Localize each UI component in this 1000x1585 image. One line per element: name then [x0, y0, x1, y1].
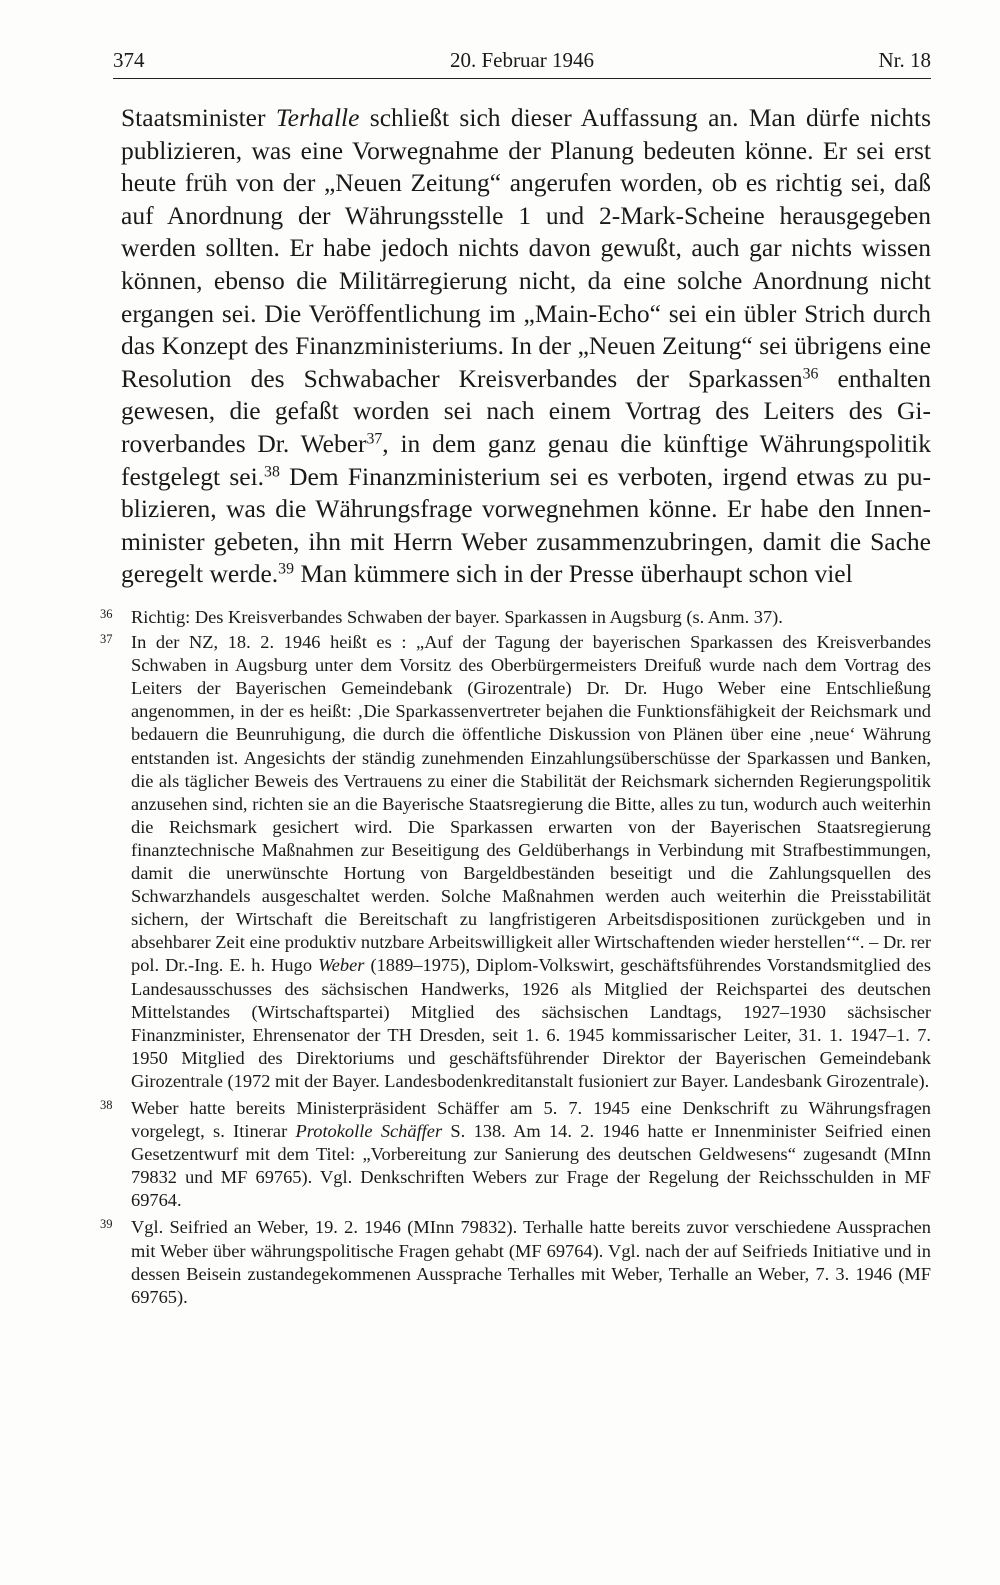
text-run: S. 138. Am 14. 2. 1946 hatte er Innenminister Seifried einen Gesetzentwurf mit dem Titel: „Vorbereitung zur Sanierung des deutschen Geldwesens“ zugesandt (MInn 79832 und MF 69765). Vgl. Denkschriften Webers zur Frage der Regelung der Reichsschulden in MF 69764.	[131, 1121, 931, 1211]
footnote-39	[100, 1216, 931, 1308]
footnote-38	[100, 1097, 931, 1212]
text-run: , in dem ganz genau die künftige Währungspolitik festgelegt sei.	[121, 428, 931, 491]
header-date: 20. Februar 1946	[449, 48, 595, 72]
paragraph	[121, 102, 931, 591]
footnote-36	[100, 606, 931, 629]
footnote-number: 36	[100, 607, 113, 621]
footnote-number: 39	[100, 1217, 113, 1232]
text-run: (1889–1975), Diplom-Volkswirt, geschäftsführendes Vorstandsmitglied des Landesausschusses des sächsischen Handwerks, 1926 als Mitglied der Reichspartei des deutschen Mittelstandes (Wirtschaftspartei) Mitglied des sächsischen Landtags, 1927–1930 sächsischer Finanzminister, Ehrensenator der TH Dresden, seit 1. 6. 1945 kommissarischer Leiter, 31. 1. 1947–1. 7. 1950 Mitglied des Direktoriums und geschäftsführender Direktor der Bayerischen Gemeindebank Girozentrale (1972 mit der Bayer. Landesbodenkreditanstalt fusioniert zur Bayer. Landesbank Girozentrale).	[131, 955, 931, 1091]
footnote-ref-36[interactable]: 36	[802, 365, 819, 383]
text-run: enthalten gewesen, die gefaßt worden sei nach einem Vortrag des Leiters des Giroverbandes Dr. Weber	[121, 363, 931, 458]
footnote-text: Vgl. Seifried an Weber, 19. 2. 1946 (MInn 79832). Terhalle hatte bereits zuvor verschiedene Aussprachen mit Weber über währungspolitische Fragen gehabt (MF 69764). Vgl. nach der auf Seifrieds Initiative und in dessen Beisein zustandegekommenen Aussprache Terhalles mit Weber, Terhalle an Weber, 7. 3. 1946 (MF 69765).	[131, 1217, 931, 1307]
text-run: In der NZ, 18. 2. 1946 heißt es : „Auf der Tagung der bayerischen Sparkassen des Kreisverbandes Schwaben in Augsburg unter dem Vorsitz des Oberbürgermeisters Dreifuß wurde nach dem Vortrag des Leiters der Bayerischen Gemeindebank (Girozentrale) Dr. Dr. Hugo Weber eine Entschließung angenommen, in der es heißt: ‚Die Sparkassenvertreter bejahen die Funktionsfähigkeit der Reichsmark und bedauern die Beunruhigung, die durch die öffentliche Diskussion von Plänen über eine ‚neue‘ Währung entstanden ist. Angesichts der ständig zunehmenden Einzahlungsüberschüsse der Sparkassen und Banken, die als täglicher Beweis des Vertrauens zu einer die Stabilität der Reichsmark sichernden Regierungspolitik anzusehen sind, richten sie an die Bayerische Staatsregierung die Bitte, alles zu tun, wodurch auch weiterhin die Reichsmark gesichert wird. Die Sparkassen erwarten von der Bayerischen Staatsregierung finanztechnische Maßnahmen zur Beseitigung des Geldüberhangs in Verbindung mit Strafbestimmungen, damit die unerwünschte Hortung von Bargeldbeständen beseitigt und die Zahlungsquellen des Schwarzhandels ausgeschaltet werden. Solche Maßnahmen werden auch weiterhin die Preisstabilität sichern, der Wirtschaft die Bereitschaft zu langfristigeren Arbeitsdispositionen zurückgeben und in absehbarer Zeit eine produktiv nutzbare Arbeitswilligkeit aller Wirtschaftenden wieder herstellen‘“. – Dr. rer pol. Dr.-Ing. E. h. Hugo	[131, 632, 931, 976]
footnote-ref-38[interactable]: 38	[264, 462, 280, 480]
footnote-text	[131, 1097, 931, 1212]
issue-number: Nr. 18	[878, 48, 931, 72]
footnote-ref-39[interactable]: 39	[278, 560, 294, 578]
running-header	[113, 44, 931, 78]
footnote-number: 38	[100, 1097, 113, 1112]
footnote-text	[131, 631, 931, 1093]
main-text	[121, 102, 931, 591]
footnote-number: 37	[100, 632, 113, 647]
text-run: Dem Finanzministerium sei es verboten, irgend etwas zu publizieren, was die Währungsfrage vorwegnehmen könne. Er habe den Innenminister gebeten, ihn mit Herrn Weber zusammenzubringen, damit die Sache geregelt werde.	[121, 461, 931, 589]
text-run: schließt sich dieser Auffassung an. Man dürfe nichts publizieren, was eine Vorwegnahme der Planung bedeuten könne. Er sei erst heute früh von der „Neuen Zeitung“ angerufen worden, ob es richtig sei, daß auf Anordnung der Währungsstelle 1 und 2-Mark-Scheine herausgegeben werden sollten. Er habe jedoch nichts davon gewußt, auch gar nichts wissen können, ebenso die Militärregierung nicht, da eine solche Anordnung nicht ergangen sei. Die Veröffentlichung im „Main-Echo“ sei ein übler Strich durch das Konzept des Finanzministeriums. In der „Neuen Zeitung“ sei übrigens eine Resolution des Schwabacher Kreisverbandes der Sparkassen	[121, 103, 932, 393]
text-run: Staatsminister	[121, 103, 276, 132]
publication-title: Protokolle Schäffer	[295, 1121, 443, 1142]
text-run: Man kümmere sich in der Presse überhaupt schon viel	[293, 559, 853, 589]
text-run: Weber hatte bereits Ministerpräsident Schäffer am 5. 7. 1945 eine Denkschrift zu Währungsfragen vorgelegt, s. Itinerar	[131, 1097, 931, 1142]
header-rule	[113, 78, 931, 79]
footnote-ref-37[interactable]: 37	[366, 430, 383, 448]
footnote-37	[100, 631, 931, 1093]
page-number: 374	[113, 48, 145, 72]
person-name: Weber	[318, 955, 365, 976]
footnote-text: Richtig: Des Kreisverbandes Schwaben der bayer. Sparkassen in Augsburg (s. Anm. 37).	[131, 607, 783, 627]
footnotes	[100, 606, 931, 1309]
person-name: Terhalle	[275, 103, 360, 132]
